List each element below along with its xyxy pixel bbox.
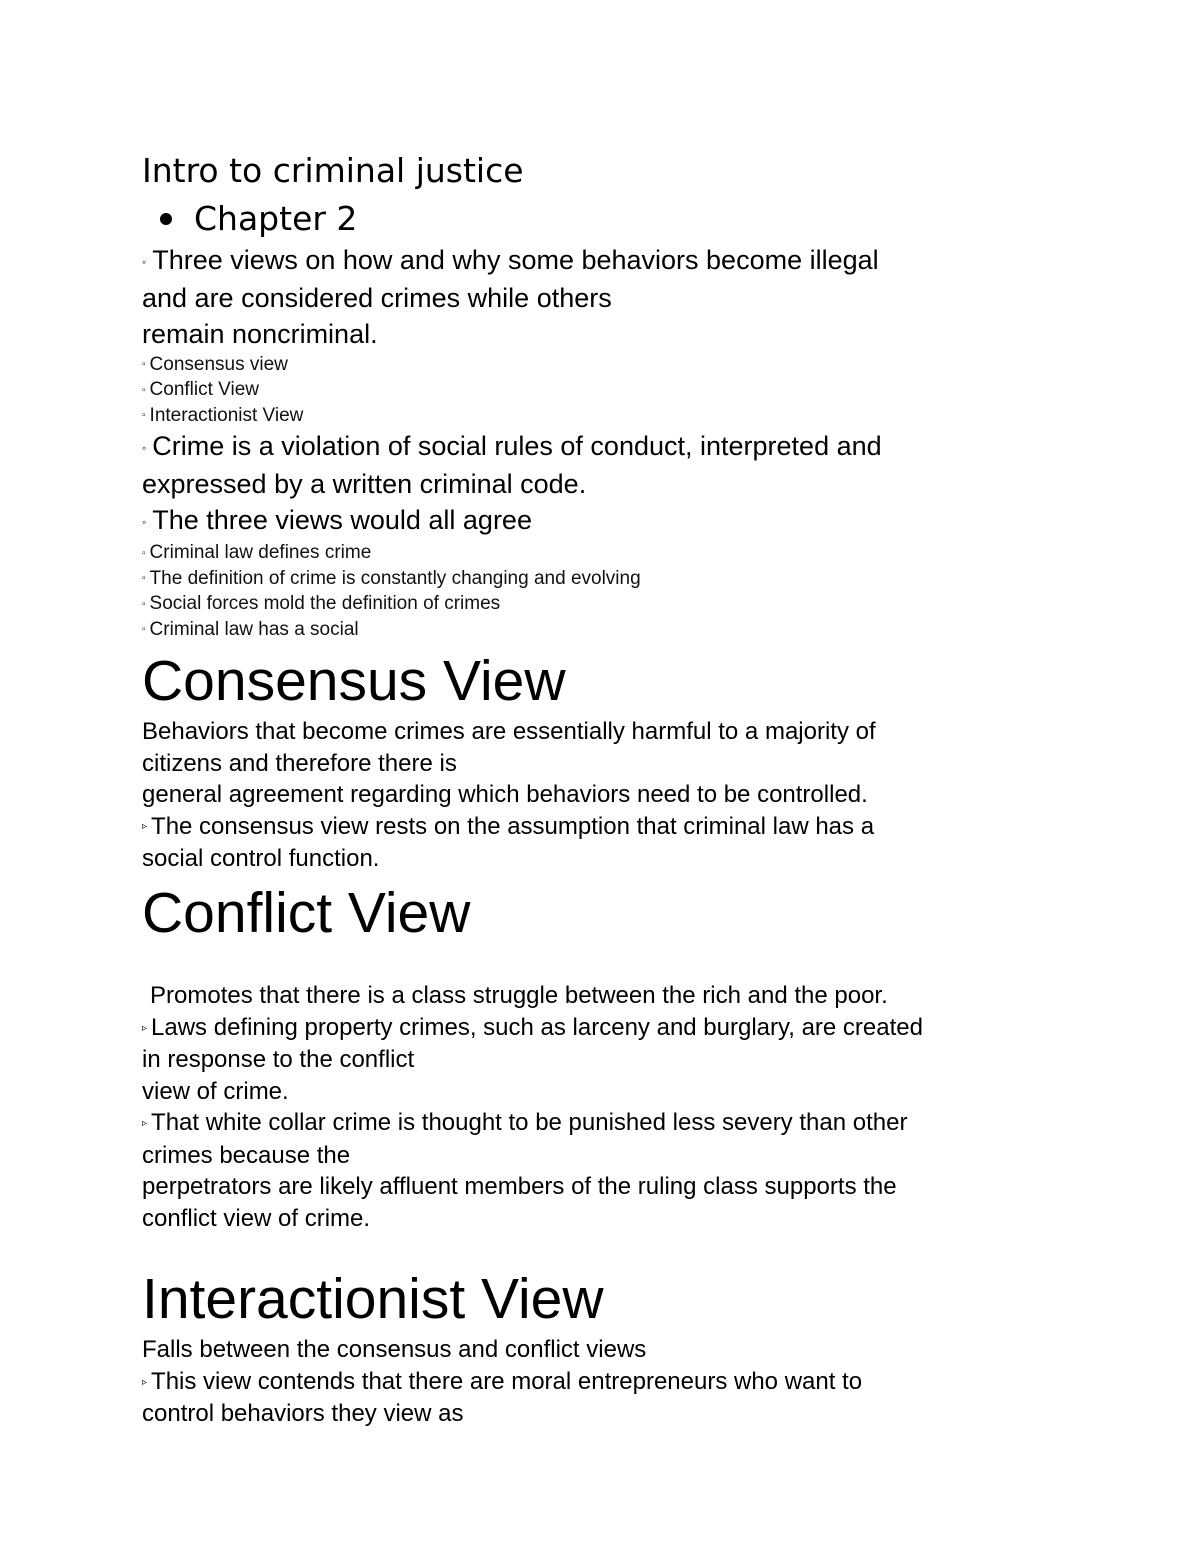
square-bullet-icon: ▫: [142, 573, 146, 585]
document-title: Intro to criminal justice: [142, 151, 524, 190]
spacer: [142, 948, 1062, 980]
square-bullet-icon: ▫: [142, 410, 146, 422]
conflict-paragraph-2: [142, 1012, 1062, 1107]
conflict-line: crimes because the: [142, 1141, 351, 1169]
bullet-dot-icon: [160, 213, 172, 225]
consensus-line: general agreement regarding which behaviors need to be controlled.: [142, 781, 868, 809]
square-bullet-icon: ▫: [142, 598, 146, 610]
agree-item: Criminal law defines crime: [149, 542, 372, 564]
open-bullet-icon: ◦: [142, 254, 147, 269]
view-item-interactionist: Interactionist View: [149, 404, 304, 426]
square-bullet-icon: ▫: [142, 624, 146, 636]
open-bullet-icon: ◦: [142, 515, 147, 530]
consensus-paragraph-2: [142, 811, 1062, 875]
view-list-item: [142, 352, 1062, 377]
consensus-heading: Consensus View: [142, 649, 566, 714]
arrow-bullet-icon: ▹: [142, 1022, 148, 1034]
conflict-line: Promotes that there is a class struggle between the rich and the poor.: [150, 982, 888, 1010]
agree-list-item: [142, 566, 1062, 591]
intro-line-3: remain noncriminal.: [142, 318, 378, 349]
crime-definition-paragraph: [142, 428, 1062, 502]
view-item-conflict: Conflict View: [149, 379, 260, 401]
interactionist-paragraph-1: [142, 1334, 1062, 1366]
conflict-paragraph-3: [142, 1107, 1062, 1234]
view-item-consensus: Consensus view: [149, 353, 288, 375]
interactionist-line: Falls between the consensus and conflict views: [142, 1336, 647, 1364]
chapter-label: Chapter 2: [194, 199, 358, 238]
consensus-line: Behaviors that become crimes are essentially harmful to a majority of: [142, 718, 876, 746]
square-bullet-icon: ▫: [142, 547, 146, 559]
crime-def-line-1: Crime is a violation of social rules of conduct, interpreted and: [152, 431, 882, 462]
agree-item: The definition of crime is constantly changing and evolving: [149, 567, 641, 589]
intro-line-2: and are considered crimes while others: [142, 282, 612, 313]
agree-list-item: [142, 617, 1062, 642]
arrow-bullet-icon: ▹: [142, 821, 148, 833]
conflict-line: conflict view of crime.: [142, 1204, 371, 1232]
conflict-line: Laws defining property crimes, such as larceny and burglary, are created: [151, 1013, 923, 1041]
agree-item: Social forces mold the definition of crimes: [149, 593, 501, 615]
view-list-item: [142, 377, 1062, 402]
agree-heading-text: The three views would all agree: [152, 505, 532, 536]
interactionist-line: This view contends that there are moral entrepreneurs who want to: [151, 1367, 863, 1395]
open-bullet-icon: ◦: [142, 441, 147, 456]
intro-paragraph: [142, 242, 1062, 352]
arrow-bullet-icon: ▹: [142, 1376, 148, 1388]
consensus-line: The consensus view rests on the assumption that criminal law has a: [151, 812, 875, 840]
conflict-line: That white collar crime is thought to be punished less severy than other: [151, 1109, 908, 1137]
square-bullet-icon: ▫: [142, 384, 146, 396]
agree-heading: [142, 502, 1062, 540]
document-content: [142, 150, 1062, 1430]
conflict-line: view of crime.: [142, 1077, 289, 1105]
intro-line-1: Three views on how and why some behaviors become illegal: [152, 245, 879, 275]
consensus-line: citizens and therefore there is: [142, 749, 457, 777]
consensus-line: social control function.: [142, 844, 380, 872]
conflict-paragraph-1: [142, 980, 1062, 1012]
conflict-line: in response to the conflict: [142, 1046, 415, 1074]
agree-list-item: [142, 540, 1062, 565]
square-bullet-icon: ▫: [142, 359, 146, 371]
conflict-line: perpetrators are likely affluent members of the ruling class supports the: [142, 1173, 897, 1201]
view-list-item: [142, 403, 1062, 428]
spacer: [142, 1234, 1062, 1260]
interactionist-paragraph-2: [142, 1366, 1062, 1430]
agree-item: Criminal law has a social: [149, 618, 359, 640]
agree-list-item: [142, 591, 1062, 616]
chapter-bullet: [160, 198, 1062, 240]
interactionist-line: control behaviors they view as: [142, 1400, 464, 1428]
consensus-paragraph-1: [142, 716, 1062, 811]
interactionist-heading: Interactionist View: [142, 1267, 604, 1332]
arrow-bullet-icon: ▹: [142, 1118, 148, 1130]
crime-def-line-2: expressed by a written criminal code.: [142, 469, 587, 500]
conflict-heading: Conflict View: [142, 881, 471, 946]
